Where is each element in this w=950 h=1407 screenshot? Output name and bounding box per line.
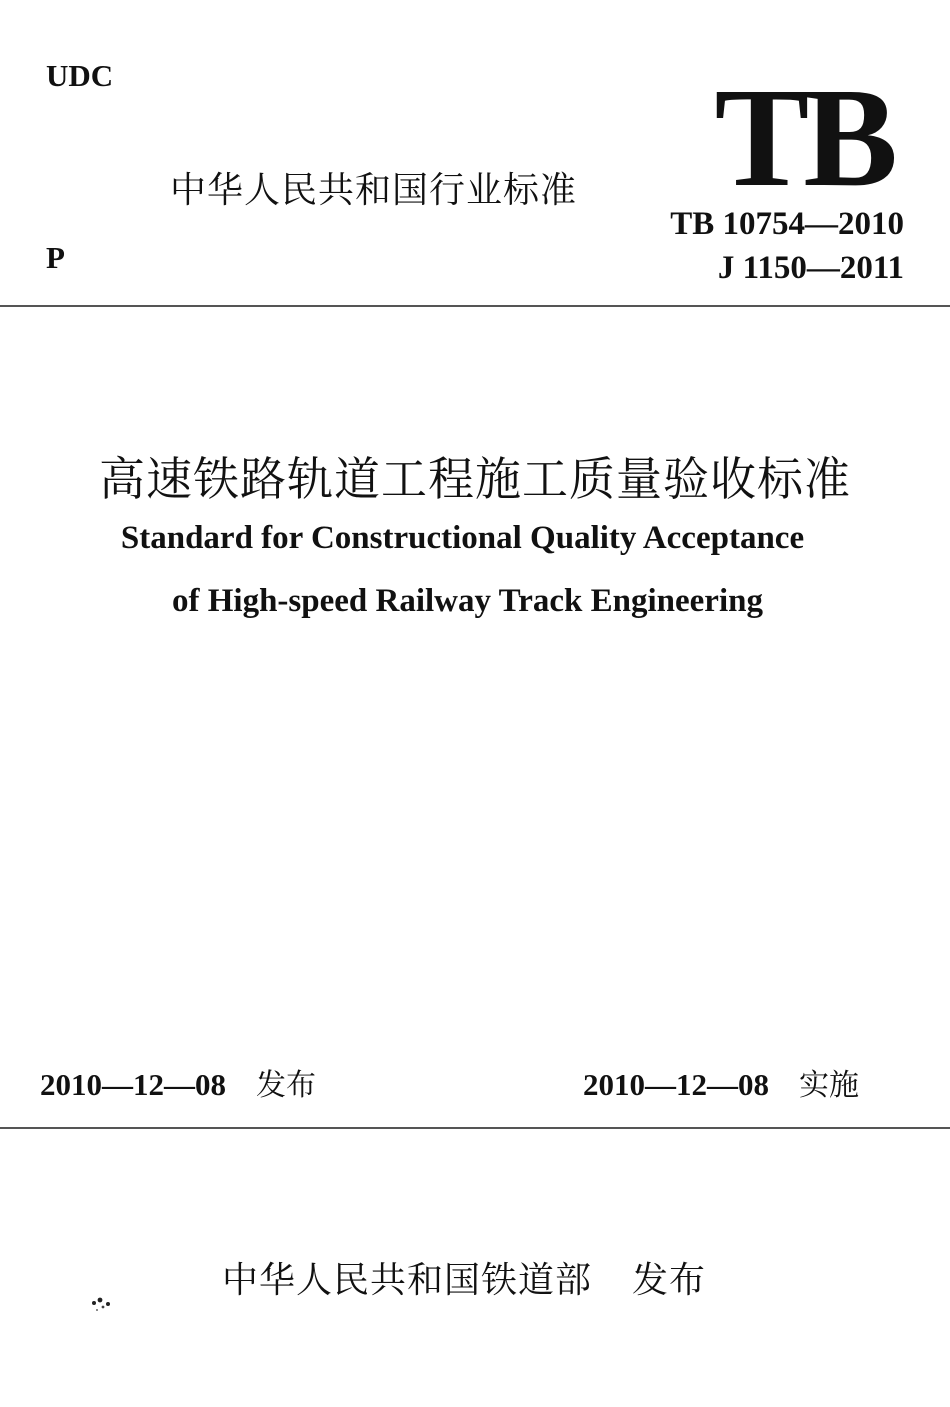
category-code: P bbox=[46, 240, 65, 275]
issuer-label: 发布 bbox=[632, 1260, 707, 1301]
effective-label: 实施 bbox=[799, 1068, 859, 1103]
issuer-name: 中华人民共和国铁道部 bbox=[222, 1260, 593, 1301]
document-title-english-line2: of High-speed Railway Track Engineering bbox=[172, 583, 763, 619]
effective-date-line bbox=[583, 1060, 859, 1104]
standard-number-secondary: J 1150—2011 bbox=[717, 250, 904, 286]
industry-standard-heading: 中华人民共和国行业标准 bbox=[170, 170, 578, 211]
issuer-line bbox=[222, 1252, 706, 1303]
publish-date-line bbox=[40, 1060, 316, 1104]
document-title-english-line1: Standard for Constructional Quality Acceptance bbox=[120, 520, 805, 556]
effective-date: 2010—12—08 bbox=[583, 1067, 769, 1102]
publish-date: 2010—12—08 bbox=[40, 1067, 226, 1102]
standard-number-primary: TB 10754—2010 bbox=[670, 206, 904, 242]
tb-logo: TB bbox=[714, 58, 892, 216]
publish-label: 发布 bbox=[256, 1068, 316, 1103]
scan-speckle-mark bbox=[88, 1295, 118, 1315]
bottom-divider bbox=[0, 1127, 950, 1129]
udc-label: UDC bbox=[46, 58, 114, 93]
top-divider bbox=[0, 305, 950, 307]
document-title-chinese: 高速铁路轨道工程施工质量验收标准 bbox=[99, 452, 851, 506]
